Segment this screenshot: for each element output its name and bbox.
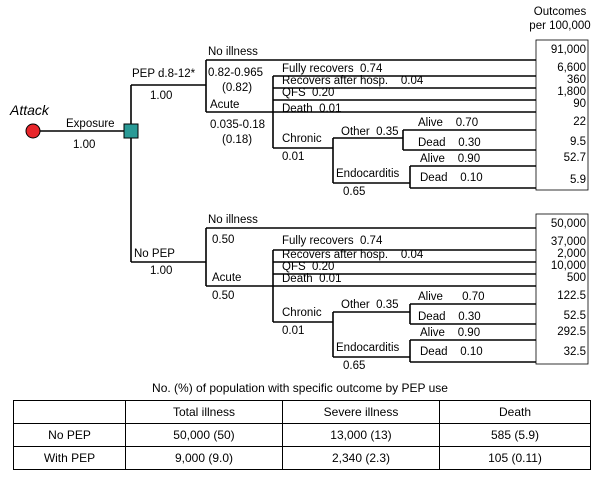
pep-no-illness-base: (0.82)	[222, 82, 253, 94]
table-row	[14, 447, 591, 470]
pep-acute-base: (0.18)	[222, 134, 253, 146]
no-pep-dead-2-label: Dead 0.10	[420, 346, 483, 358]
pep-hosp-label: Recovers after hosp. 0.04	[282, 75, 424, 87]
table-header-cell: Total illness	[126, 401, 283, 424]
exposure-label: Exposure	[66, 118, 115, 130]
pep-outcome: 91,000	[550, 44, 586, 56]
no-pep-outcome: 122.5	[557, 290, 586, 302]
no-pep-probability: 1.00	[150, 265, 173, 277]
no-pep-dead-1-label: Dead 0.30	[418, 311, 481, 323]
pep-alive-1-label: Alive 0.70	[418, 117, 479, 129]
no-pep-chronic-label: Chronic	[282, 307, 322, 319]
pep-acute-label: Acute	[210, 99, 240, 111]
table-cell: 2,340 (2.3)	[283, 447, 440, 470]
pep-fully-recovers-label: Fully recovers 0.74	[282, 63, 383, 75]
pep-dead-1-label: Dead 0.30	[418, 137, 481, 149]
no-pep-no-illness-probability: 0.50	[212, 234, 235, 246]
outcomes-subheader: per 100,000	[529, 20, 591, 32]
no-pep-outcome: 500	[566, 272, 586, 284]
table-cell: No PEP	[14, 424, 126, 447]
no-pep-outcome: 50,000	[550, 218, 586, 230]
pep-outcome: 9.5	[570, 136, 586, 148]
no-pep-fully-recovers-label: Fully recovers 0.74	[282, 235, 383, 247]
no-pep-endocarditis-label: Endocarditis	[336, 342, 400, 354]
pep-outcome: 90	[573, 98, 586, 110]
pep-acute-range: 0.035-0.18	[210, 119, 265, 131]
no-pep-outcome: 52.5	[563, 310, 586, 322]
table-cell: 13,000 (13)	[283, 424, 440, 447]
pep-chronic-label: Chronic	[282, 133, 322, 145]
pep-endocarditis-probability: 0.65	[343, 186, 366, 198]
no-pep-qfs-label: QFS 0.20	[282, 261, 335, 273]
pep-no-illness-range: 0.82-0.965	[208, 67, 263, 79]
exposure-decision-node	[124, 124, 138, 138]
table-cell: 105 (0.11)	[440, 447, 591, 470]
no-pep-outcome: 10,000	[550, 260, 586, 272]
table-cell: 9,000 (9.0)	[126, 447, 283, 470]
outcomes-header: Outcomes	[533, 6, 587, 18]
no-pep-outcome: 292.5	[557, 326, 586, 338]
no-pep-outcome: 37,000	[550, 236, 586, 248]
attack-node	[26, 124, 40, 138]
table-cell: 50,000 (50)	[126, 424, 283, 447]
pep-alive-2-label: Alive 0.90	[420, 153, 481, 165]
table-header-cell: Death	[440, 401, 591, 424]
table-caption: No. (%) of population with specific outcome by PEP use	[152, 381, 448, 395]
no-pep-alive-2-label: Alive 0.90	[420, 327, 481, 339]
pep-outcome: 6,600	[557, 62, 586, 74]
no-pep-other-label: Other 0.35	[341, 299, 399, 311]
no-pep-label: No PEP	[134, 248, 175, 260]
no-pep-no-illness-label: No illness	[208, 214, 258, 226]
pep-chronic-probability: 0.01	[282, 151, 305, 163]
table-row	[14, 424, 591, 447]
pep-other-label: Other 0.35	[341, 126, 399, 138]
pep-no-illness-label: No illness	[208, 46, 258, 58]
no-pep-alive-1-label: Alive 0.70	[418, 291, 485, 303]
no-pep-chronic-probability: 0.01	[282, 325, 305, 337]
table-header-cell	[14, 401, 126, 424]
pep-outcome: 5.9	[570, 174, 586, 186]
no-pep-hosp-label: Recovers after hosp. 0.04	[282, 249, 424, 261]
pep-death-label: Death 0.01	[282, 103, 342, 115]
pep-outcome: 1,800	[557, 86, 586, 98]
pep-endocarditis-label: Endocarditis	[336, 168, 400, 180]
table-header-cell: Severe illness	[283, 401, 440, 424]
exposure-probability: 1.00	[73, 139, 96, 151]
no-pep-death-label: Death 0.01	[282, 273, 342, 285]
outcome-table	[13, 400, 591, 470]
table-cell: 585 (5.9)	[440, 424, 591, 447]
pep-outcome: 22	[573, 116, 586, 128]
no-pep-outcome: 2,000	[557, 248, 586, 260]
no-pep-endocarditis-probability: 0.65	[343, 360, 366, 372]
pep-dead-2-label: Dead 0.10	[420, 172, 483, 184]
attack-label: Attack	[10, 102, 49, 118]
no-pep-acute-probability: 0.50	[212, 290, 235, 302]
pep-label: PEP d.8-12*	[132, 68, 196, 80]
pep-outcome: 52.7	[563, 152, 586, 164]
table-header-row	[14, 401, 591, 424]
pep-qfs-label: QFS 0.20	[282, 87, 335, 99]
table-cell: With PEP	[14, 447, 126, 470]
pep-outcome: 360	[566, 74, 586, 86]
pep-probability: 1.00	[150, 90, 173, 102]
no-pep-outcome: 32.5	[563, 346, 586, 358]
no-pep-acute-label: Acute	[212, 272, 242, 284]
